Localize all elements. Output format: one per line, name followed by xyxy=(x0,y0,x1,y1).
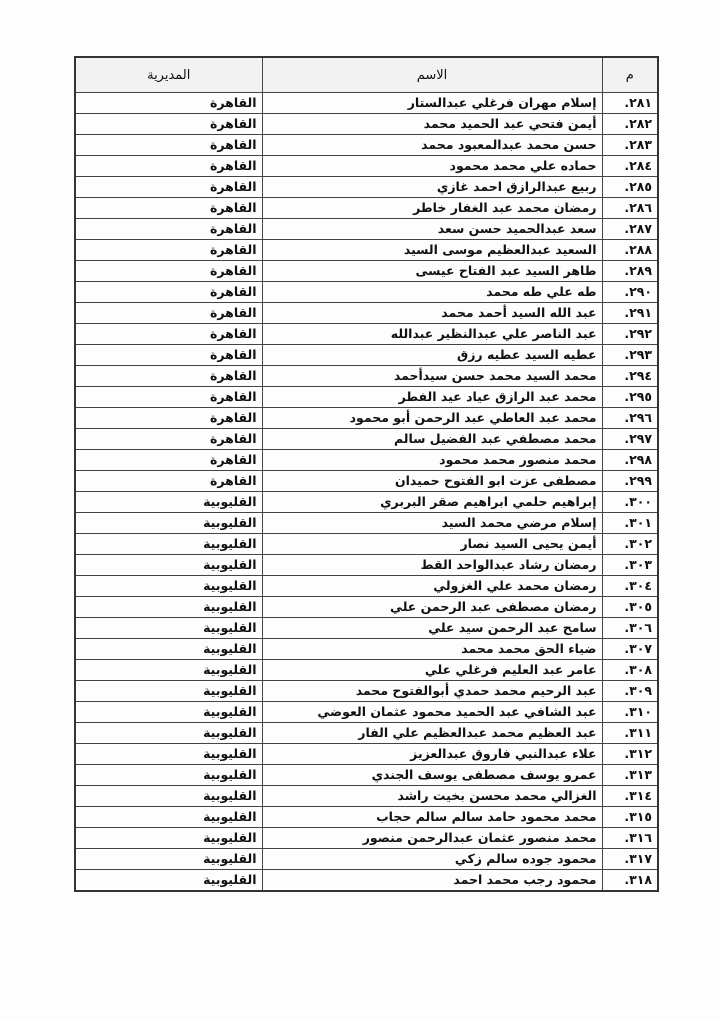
row-number: ٣٠٢. xyxy=(602,534,658,555)
row-number: ٣٠٤. xyxy=(602,576,658,597)
row-number: ٣١٢. xyxy=(602,744,658,765)
row-directorate: القاهرة xyxy=(75,387,262,408)
table-row xyxy=(75,576,658,597)
row-name: حماده علي محمد محمود xyxy=(262,156,602,177)
row-directorate: القليوبية xyxy=(75,492,262,513)
row-number: ٣١٧. xyxy=(602,849,658,870)
row-number: ٢٩١. xyxy=(602,303,658,324)
table-row xyxy=(75,450,658,471)
row-number: ٢٨٢. xyxy=(602,114,658,135)
table-header xyxy=(75,57,658,93)
row-name: سامح عبد الرحمن سيد علي xyxy=(262,618,602,639)
row-name: أيمن يحيى السيد نصار xyxy=(262,534,602,555)
row-name: عبد الله السيد أحمد محمد xyxy=(262,303,602,324)
row-directorate: القليوبية xyxy=(75,597,262,618)
row-number: ٣١٨. xyxy=(602,870,658,892)
row-number: ٣٠٠. xyxy=(602,492,658,513)
table-row xyxy=(75,324,658,345)
table-row xyxy=(75,219,658,240)
table-body xyxy=(75,93,658,892)
row-name: محمود رجب محمد احمد xyxy=(262,870,602,892)
table-row xyxy=(75,135,658,156)
row-name: محمد عبد الرازق عياد عيد الفطر xyxy=(262,387,602,408)
row-number: ٢٩٣. xyxy=(602,345,658,366)
row-directorate: القاهرة xyxy=(75,93,262,114)
row-directorate: القاهرة xyxy=(75,303,262,324)
row-number: ٢٨٥. xyxy=(602,177,658,198)
row-name: عطيه السيد عطيه رزق xyxy=(262,345,602,366)
row-name: طاهر السيد عبد الفتاح عيسى xyxy=(262,261,602,282)
row-number: ٣٠٣. xyxy=(602,555,658,576)
row-number: ٢٨٩. xyxy=(602,261,658,282)
table-row xyxy=(75,261,658,282)
table-row xyxy=(75,555,658,576)
row-directorate: القليوبية xyxy=(75,555,262,576)
row-number: ٢٨٣. xyxy=(602,135,658,156)
row-number: ٣٠٥. xyxy=(602,597,658,618)
table-row xyxy=(75,93,658,114)
row-number: ٣١٦. xyxy=(602,828,658,849)
table-row xyxy=(75,387,658,408)
table-row xyxy=(75,597,658,618)
row-number: ٣١١. xyxy=(602,723,658,744)
row-number: ٣٠٩. xyxy=(602,681,658,702)
row-directorate: القاهرة xyxy=(75,408,262,429)
row-number: ٢٩٦. xyxy=(602,408,658,429)
row-name: رمضان محمد علي الغزولي xyxy=(262,576,602,597)
row-name: محمود جوده سالم زكي xyxy=(262,849,602,870)
row-name: محمد منصور محمد محمود xyxy=(262,450,602,471)
row-number: ٢٨٤. xyxy=(602,156,658,177)
row-number: ٢٨٦. xyxy=(602,198,658,219)
table-row xyxy=(75,702,658,723)
table-row xyxy=(75,681,658,702)
row-directorate: القليوبية xyxy=(75,576,262,597)
row-directorate: القليوبية xyxy=(75,807,262,828)
row-directorate: القاهرة xyxy=(75,345,262,366)
row-name: حسن محمد عبدالمعبود محمد xyxy=(262,135,602,156)
row-directorate: القليوبية xyxy=(75,618,262,639)
table-row xyxy=(75,156,658,177)
row-directorate: القاهرة xyxy=(75,429,262,450)
row-directorate: القليوبية xyxy=(75,828,262,849)
row-name: محمد مصطفي عبد الفضيل سالم xyxy=(262,429,602,450)
table-row xyxy=(75,660,658,681)
row-directorate: القليوبية xyxy=(75,681,262,702)
table-row xyxy=(75,807,658,828)
row-number: ٢٩٠. xyxy=(602,282,658,303)
table-row xyxy=(75,639,658,660)
row-name: طه علي طه محمد xyxy=(262,282,602,303)
row-directorate: القاهرة xyxy=(75,261,262,282)
row-number: ٣١٤. xyxy=(602,786,658,807)
row-directorate: القاهرة xyxy=(75,450,262,471)
table-row xyxy=(75,828,658,849)
table-row xyxy=(75,723,658,744)
row-directorate: القاهرة xyxy=(75,282,262,303)
row-directorate: القاهرة xyxy=(75,114,262,135)
row-name: رمضان مصطفى عبد الرحمن علي xyxy=(262,597,602,618)
row-name: رمضان محمد عبد الغفار خاطر xyxy=(262,198,602,219)
row-name: إسلام مهران فرغلي عبدالستار xyxy=(262,93,602,114)
roster-table xyxy=(74,56,659,892)
row-number: ٢٩٩. xyxy=(602,471,658,492)
row-directorate: القاهرة xyxy=(75,471,262,492)
row-directorate: القليوبية xyxy=(75,744,262,765)
row-name: إسلام مرضي محمد السيد xyxy=(262,513,602,534)
row-directorate: القاهرة xyxy=(75,156,262,177)
table-row xyxy=(75,786,658,807)
table-row xyxy=(75,870,658,892)
row-directorate: القاهرة xyxy=(75,177,262,198)
table-row xyxy=(75,345,658,366)
row-name: محمد السيد محمد حسن سيدأحمد xyxy=(262,366,602,387)
row-number: ٢٩٧. xyxy=(602,429,658,450)
table-row xyxy=(75,492,658,513)
table-row xyxy=(75,765,658,786)
row-name: عمرو يوسف مصطفى يوسف الجندي xyxy=(262,765,602,786)
row-directorate: القليوبية xyxy=(75,723,262,744)
row-name: محمد عبد العاطي عبد الرحمن أبو محمود xyxy=(262,408,602,429)
row-name: مصطفى عزت ابو الفتوح حميدان xyxy=(262,471,602,492)
row-name: عبد الناصر علي عبدالنظير عبدالله xyxy=(262,324,602,345)
row-directorate: القليوبية xyxy=(75,786,262,807)
row-name: أيمن فتحي عبد الحميد محمد xyxy=(262,114,602,135)
row-name: عامر عبد العليم فرغلي علي xyxy=(262,660,602,681)
row-directorate: القليوبية xyxy=(75,702,262,723)
row-number: ٣١٣. xyxy=(602,765,658,786)
row-directorate: القاهرة xyxy=(75,366,262,387)
row-name: محمد محمود حامد سالم سالم حجاب xyxy=(262,807,602,828)
row-name: عبد الشافي عبد الحميد محمود عثمان العوضي xyxy=(262,702,602,723)
header-number: م xyxy=(602,57,658,93)
header-directorate: المديرية xyxy=(75,57,262,93)
row-directorate: القليوبية xyxy=(75,870,262,892)
table-row xyxy=(75,366,658,387)
table-row xyxy=(75,282,658,303)
row-directorate: القليوبية xyxy=(75,849,262,870)
row-number: ٢٩٤. xyxy=(602,366,658,387)
row-directorate: القليوبية xyxy=(75,513,262,534)
row-number: ٢٨٧. xyxy=(602,219,658,240)
table-row xyxy=(75,408,658,429)
row-directorate: القليوبية xyxy=(75,639,262,660)
row-number: ٢٩٥. xyxy=(602,387,658,408)
row-number: ٣٠٨. xyxy=(602,660,658,681)
table-row xyxy=(75,618,658,639)
row-name: الغزالي محمد محسن بخيت راشد xyxy=(262,786,602,807)
row-number: ٣٠٧. xyxy=(602,639,658,660)
row-directorate: القاهرة xyxy=(75,240,262,261)
table-row xyxy=(75,198,658,219)
table-row xyxy=(75,744,658,765)
row-number: ٣٠٦. xyxy=(602,618,658,639)
row-number: ٢٩٢. xyxy=(602,324,658,345)
table-row xyxy=(75,114,658,135)
row-directorate: القاهرة xyxy=(75,219,262,240)
row-name: ضياء الحق محمد محمد xyxy=(262,639,602,660)
table-row xyxy=(75,240,658,261)
row-number: ٣٠١. xyxy=(602,513,658,534)
row-directorate: القاهرة xyxy=(75,198,262,219)
table-row xyxy=(75,429,658,450)
row-name: إبراهيم حلمي ابراهيم صقر البربري xyxy=(262,492,602,513)
table-row xyxy=(75,177,658,198)
row-name: عبد الرحيم محمد حمدي أبوالفتوح محمد xyxy=(262,681,602,702)
row-name: سعد عبدالحميد حسن سعد xyxy=(262,219,602,240)
row-number: ٢٨٨. xyxy=(602,240,658,261)
table-row xyxy=(75,849,658,870)
row-number: ٢٩٨. xyxy=(602,450,658,471)
row-number: ٢٨١. xyxy=(602,93,658,114)
row-directorate: القليوبية xyxy=(75,765,262,786)
row-number: ٣١٥. xyxy=(602,807,658,828)
row-name: علاء عبدالنبي فاروق عبدالعزيز xyxy=(262,744,602,765)
row-directorate: القليوبية xyxy=(75,534,262,555)
table-row xyxy=(75,471,658,492)
row-name: عبد العظيم محمد عبدالعظيم علي الفار xyxy=(262,723,602,744)
row-directorate: القاهرة xyxy=(75,135,262,156)
row-number: ٣١٠. xyxy=(602,702,658,723)
table-row xyxy=(75,513,658,534)
row-name: السعيد عبدالعظيم موسى السيد xyxy=(262,240,602,261)
header-name: الاسم xyxy=(262,57,602,93)
row-directorate: القاهرة xyxy=(75,324,262,345)
row-name: رمضان رشاد عبدالواحد القط xyxy=(262,555,602,576)
table-row xyxy=(75,303,658,324)
table-row xyxy=(75,534,658,555)
header-row xyxy=(75,57,658,93)
row-name: ربيع عبدالرازق احمد غازي xyxy=(262,177,602,198)
row-directorate: القليوبية xyxy=(75,660,262,681)
row-name: محمد منصور عثمان عبدالرحمن منصور xyxy=(262,828,602,849)
